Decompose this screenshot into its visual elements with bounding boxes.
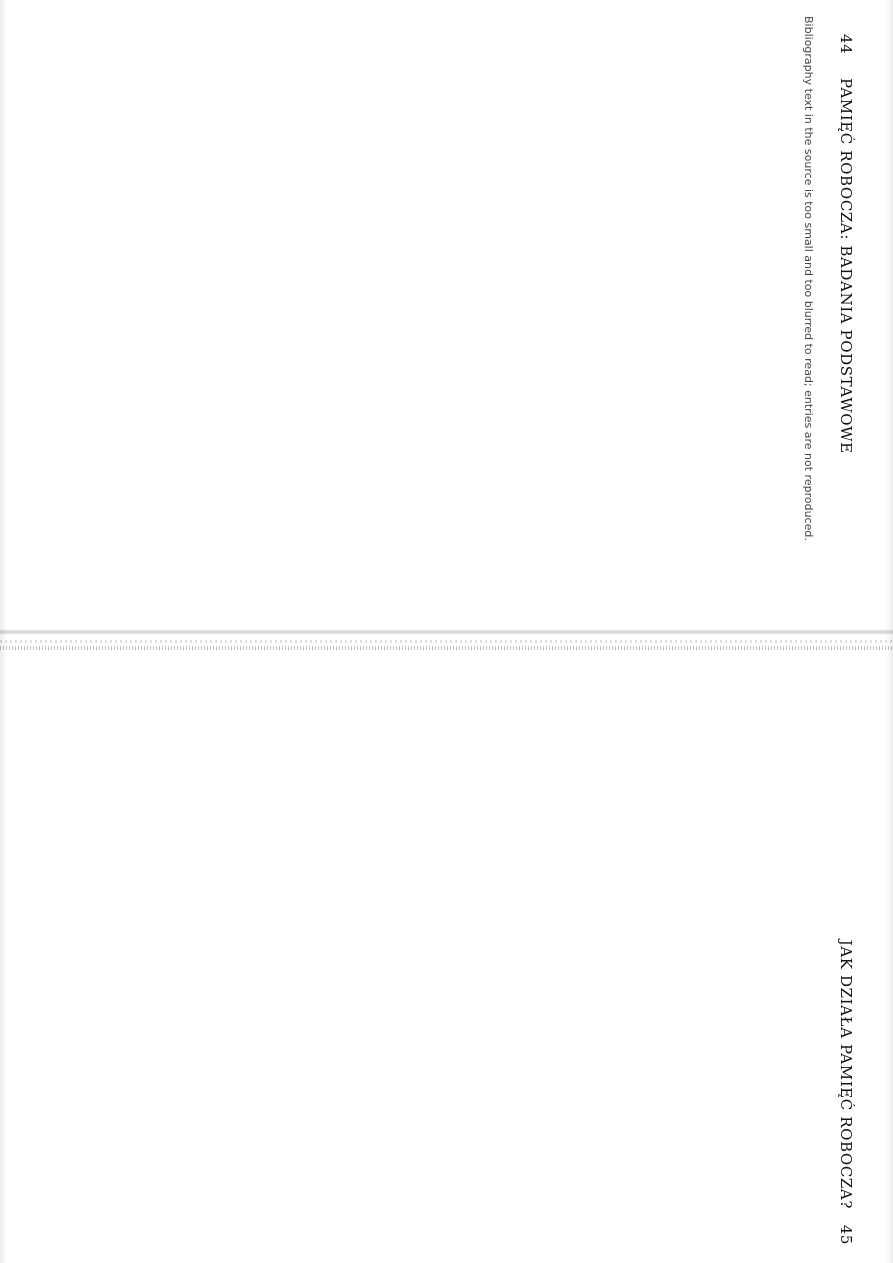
right-page-number: 45 <box>837 1224 855 1245</box>
right-reference-list <box>28 656 785 1191</box>
right-page-header <box>831 632 855 1263</box>
unreadable-notice: Bibliography text in the source is too small and too blurred to read; entries are not reproduced. <box>802 16 815 541</box>
right-page <box>0 632 893 1263</box>
left-page-header <box>831 0 855 631</box>
right-running-head: JAK DZIAŁA PAMIĘĆ ROBOCZA? <box>837 939 855 1209</box>
left-page <box>0 0 893 631</box>
left-page-number: 44 <box>837 34 855 55</box>
left-running-head: PAMIĘĆ ROBOCZA: BADANIA PODSTAWOWE <box>837 78 855 454</box>
left-reference-list <box>28 88 785 607</box>
